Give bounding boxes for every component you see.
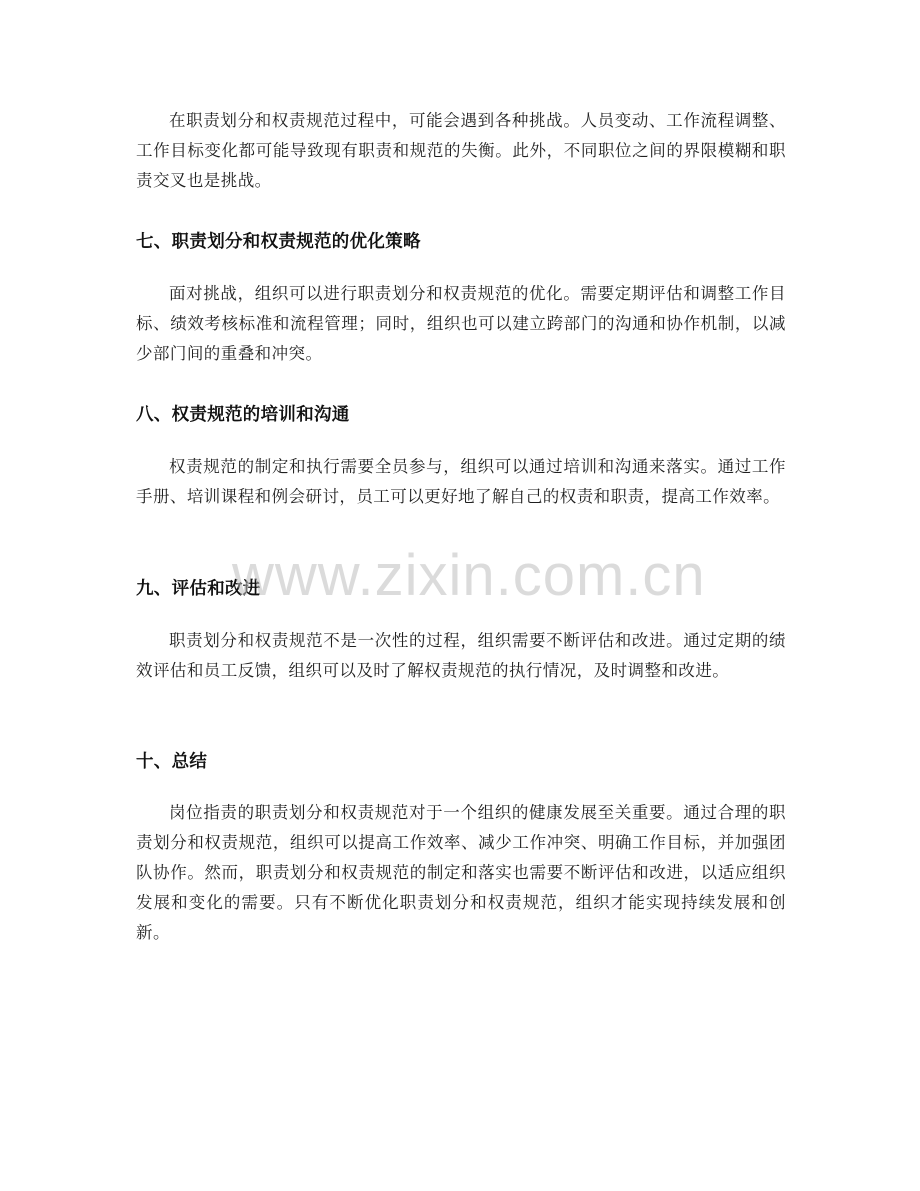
paragraph-summary: 岗位指责的职责划分和权责规范对于一个组织的健康发展至关重要。通过合理的职责划分和权责规范，组织可以提高工作效率、减少工作冲突、明确工作目标，并加强团队协作。然而，职责划分和权责规范的制定和落实也需要不断评估和改进，以适应组织发展和变化的需要。只有不断优化职责划分和权责规范，组织才能实现持续发展和创新。 (136, 803, 786, 942)
heading-summary: 十、总结 (136, 752, 208, 772)
heading-optimization-strategy: 七、职责划分和权责规范的优化策略 (136, 232, 421, 252)
paragraph-training: 权责规范的制定和执行需要全员参与，组织可以通过培训和沟通来落实。通过工作手册、培训课程和例会研讨，员工可以更好地了解自己的权责和职责，提高工作效率。 (136, 457, 786, 506)
heading-training-communication: 八、权责规范的培训和沟通 (136, 405, 350, 425)
paragraph-evaluation: 职责划分和权责规范不是一次性的过程，组织需要不断评估和改进。通过定期的绩效评估和员工反馈，组织可以及时了解权责规范的执行情况，及时调整和改进。 (136, 631, 786, 680)
paragraph-optimization: 面对挑战，组织可以进行职责划分和权责规范的优化。需要定期评估和调整工作目标、绩效考核标准和流程管理；同时，组织也可以建立跨部门的沟通和协作机制，以减少部门间的重叠和冲突。 (136, 284, 786, 363)
heading-evaluation-improvement: 九、评估和改进 (136, 579, 261, 599)
paragraph-challenges: 在职责划分和权责规范过程中，可能会遇到各种挑战。人员变动、工作流程调整、工作目标变化都可能导致现有职责和规范的失衡。此外，不同职位之间的界限模糊和职责交叉也是挑战。 (136, 111, 786, 190)
watermark: www.zixin.com.cn (232, 543, 706, 608)
